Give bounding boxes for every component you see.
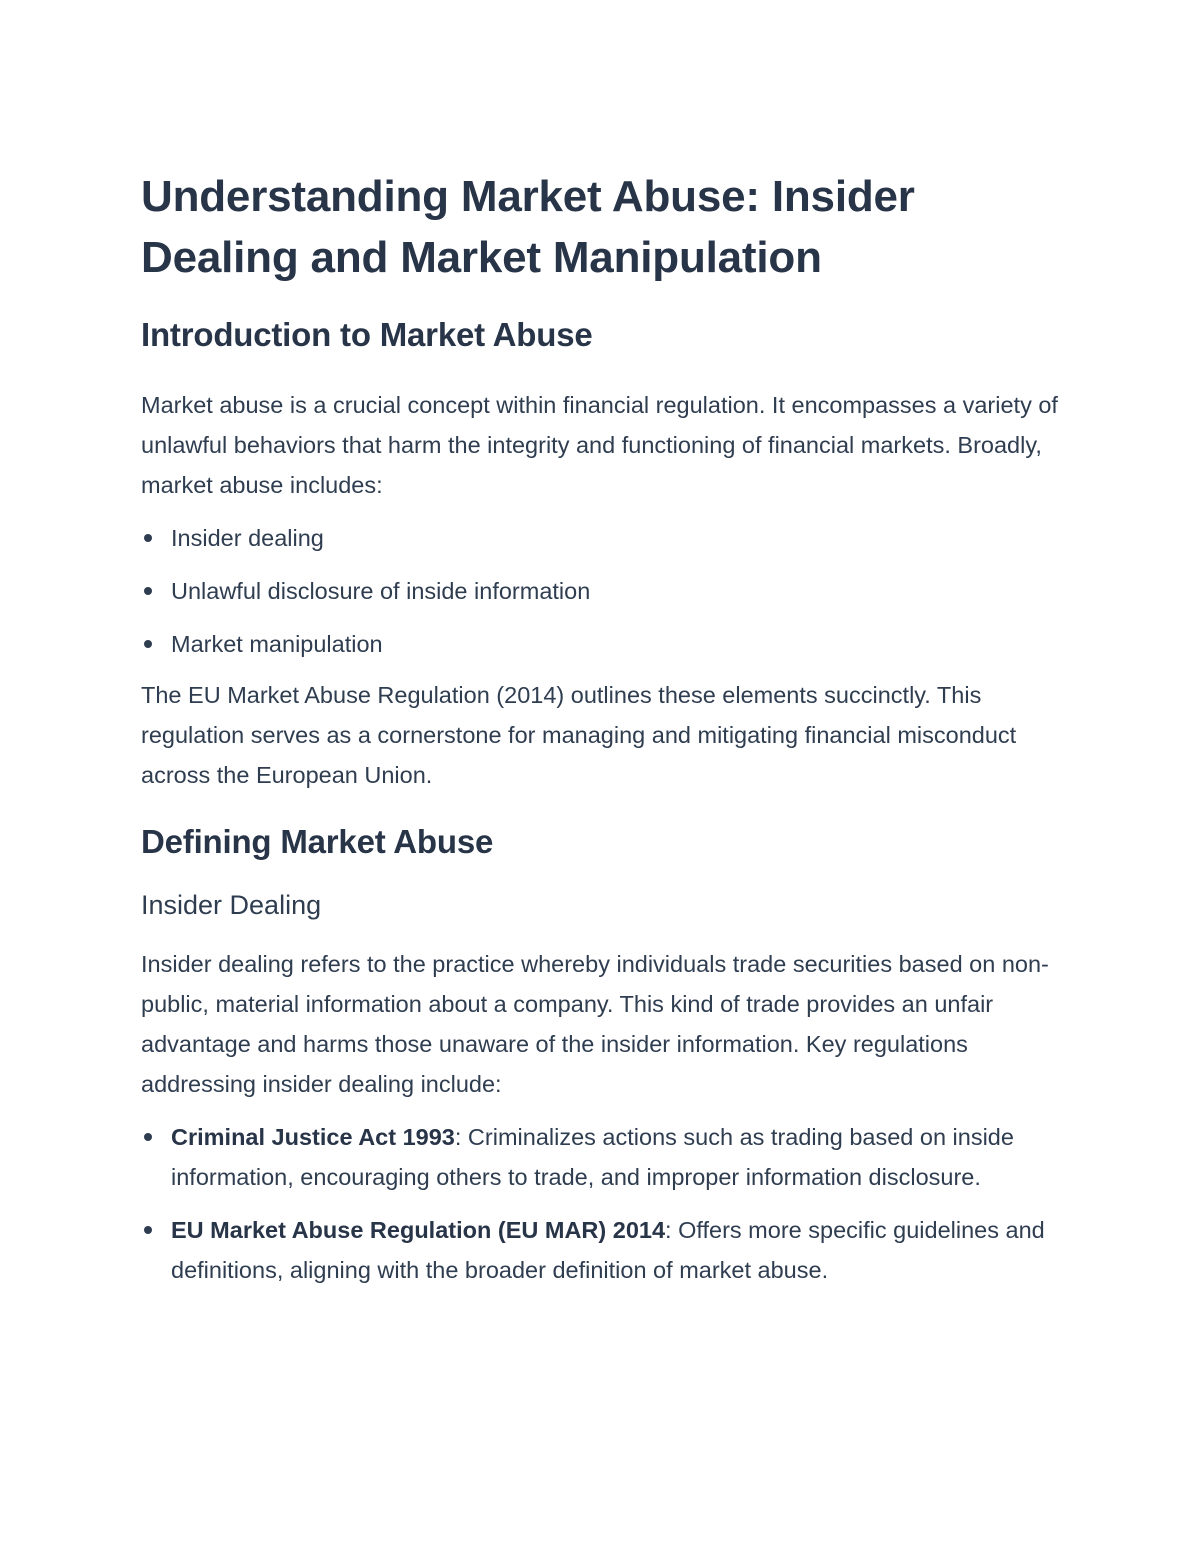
regulation-name: EU Market Abuse Regulation (EU MAR) 2014 (171, 1217, 666, 1243)
insider-dealing-paragraph: Insider dealing refers to the practice whereby individuals trade securities based on non-public, material information about a company. This kind of trade provides an unfair advantage and harms those unaware of the insider information. Key regulations addressing insider dealing include: (141, 951, 1049, 1097)
list-item (141, 1210, 1071, 1290)
regulation-description: : Offers more specific guidelines and definitions, aligning with the broader definition of market abuse. (171, 1217, 1045, 1283)
market-abuse-list (141, 518, 1071, 664)
list-item-text: Market manipulation (171, 631, 383, 657)
bullet-icon (144, 640, 152, 648)
list-item (141, 571, 1071, 611)
eu-regulation-paragraph: The EU Market Abuse Regulation (2014) outlines these elements succinctly. This regulation serves as a cornerstone for managing and mitigating financial misconduct across the European Union. (141, 682, 1017, 788)
regulation-name: Criminal Justice Act 1993 (171, 1124, 455, 1150)
list-item (141, 518, 1071, 558)
subsection-heading-insider-dealing: Insider Dealing (141, 890, 322, 920)
bullet-icon (144, 587, 152, 595)
bullet-icon (144, 534, 152, 542)
bullet-icon (144, 1133, 152, 1141)
document-page (141, 166, 1071, 1290)
section-heading-defining: Defining Market Abuse (141, 823, 494, 860)
document-title: Understanding Market Abuse: Insider Dealing and Market Manipulation (141, 172, 915, 282)
list-item-text: Insider dealing (171, 525, 324, 551)
list-item (141, 1117, 1071, 1197)
bullet-icon (144, 1226, 152, 1234)
list-item-text: Unlawful disclosure of inside information (171, 578, 591, 604)
regulation-description: : Criminalizes actions such as trading based on inside information, encouraging others to trade, and improper information disclosure. (171, 1124, 1014, 1190)
introduction-paragraph: Market abuse is a crucial concept within financial regulation. It encompasses a variety of unlawful behaviors that harm the integrity and functioning of financial markets. Broadly, market abuse includes: (141, 392, 1058, 498)
list-item (141, 624, 1071, 664)
regulations-list (141, 1117, 1071, 1290)
section-heading-introduction: Introduction to Market Abuse (141, 316, 593, 353)
